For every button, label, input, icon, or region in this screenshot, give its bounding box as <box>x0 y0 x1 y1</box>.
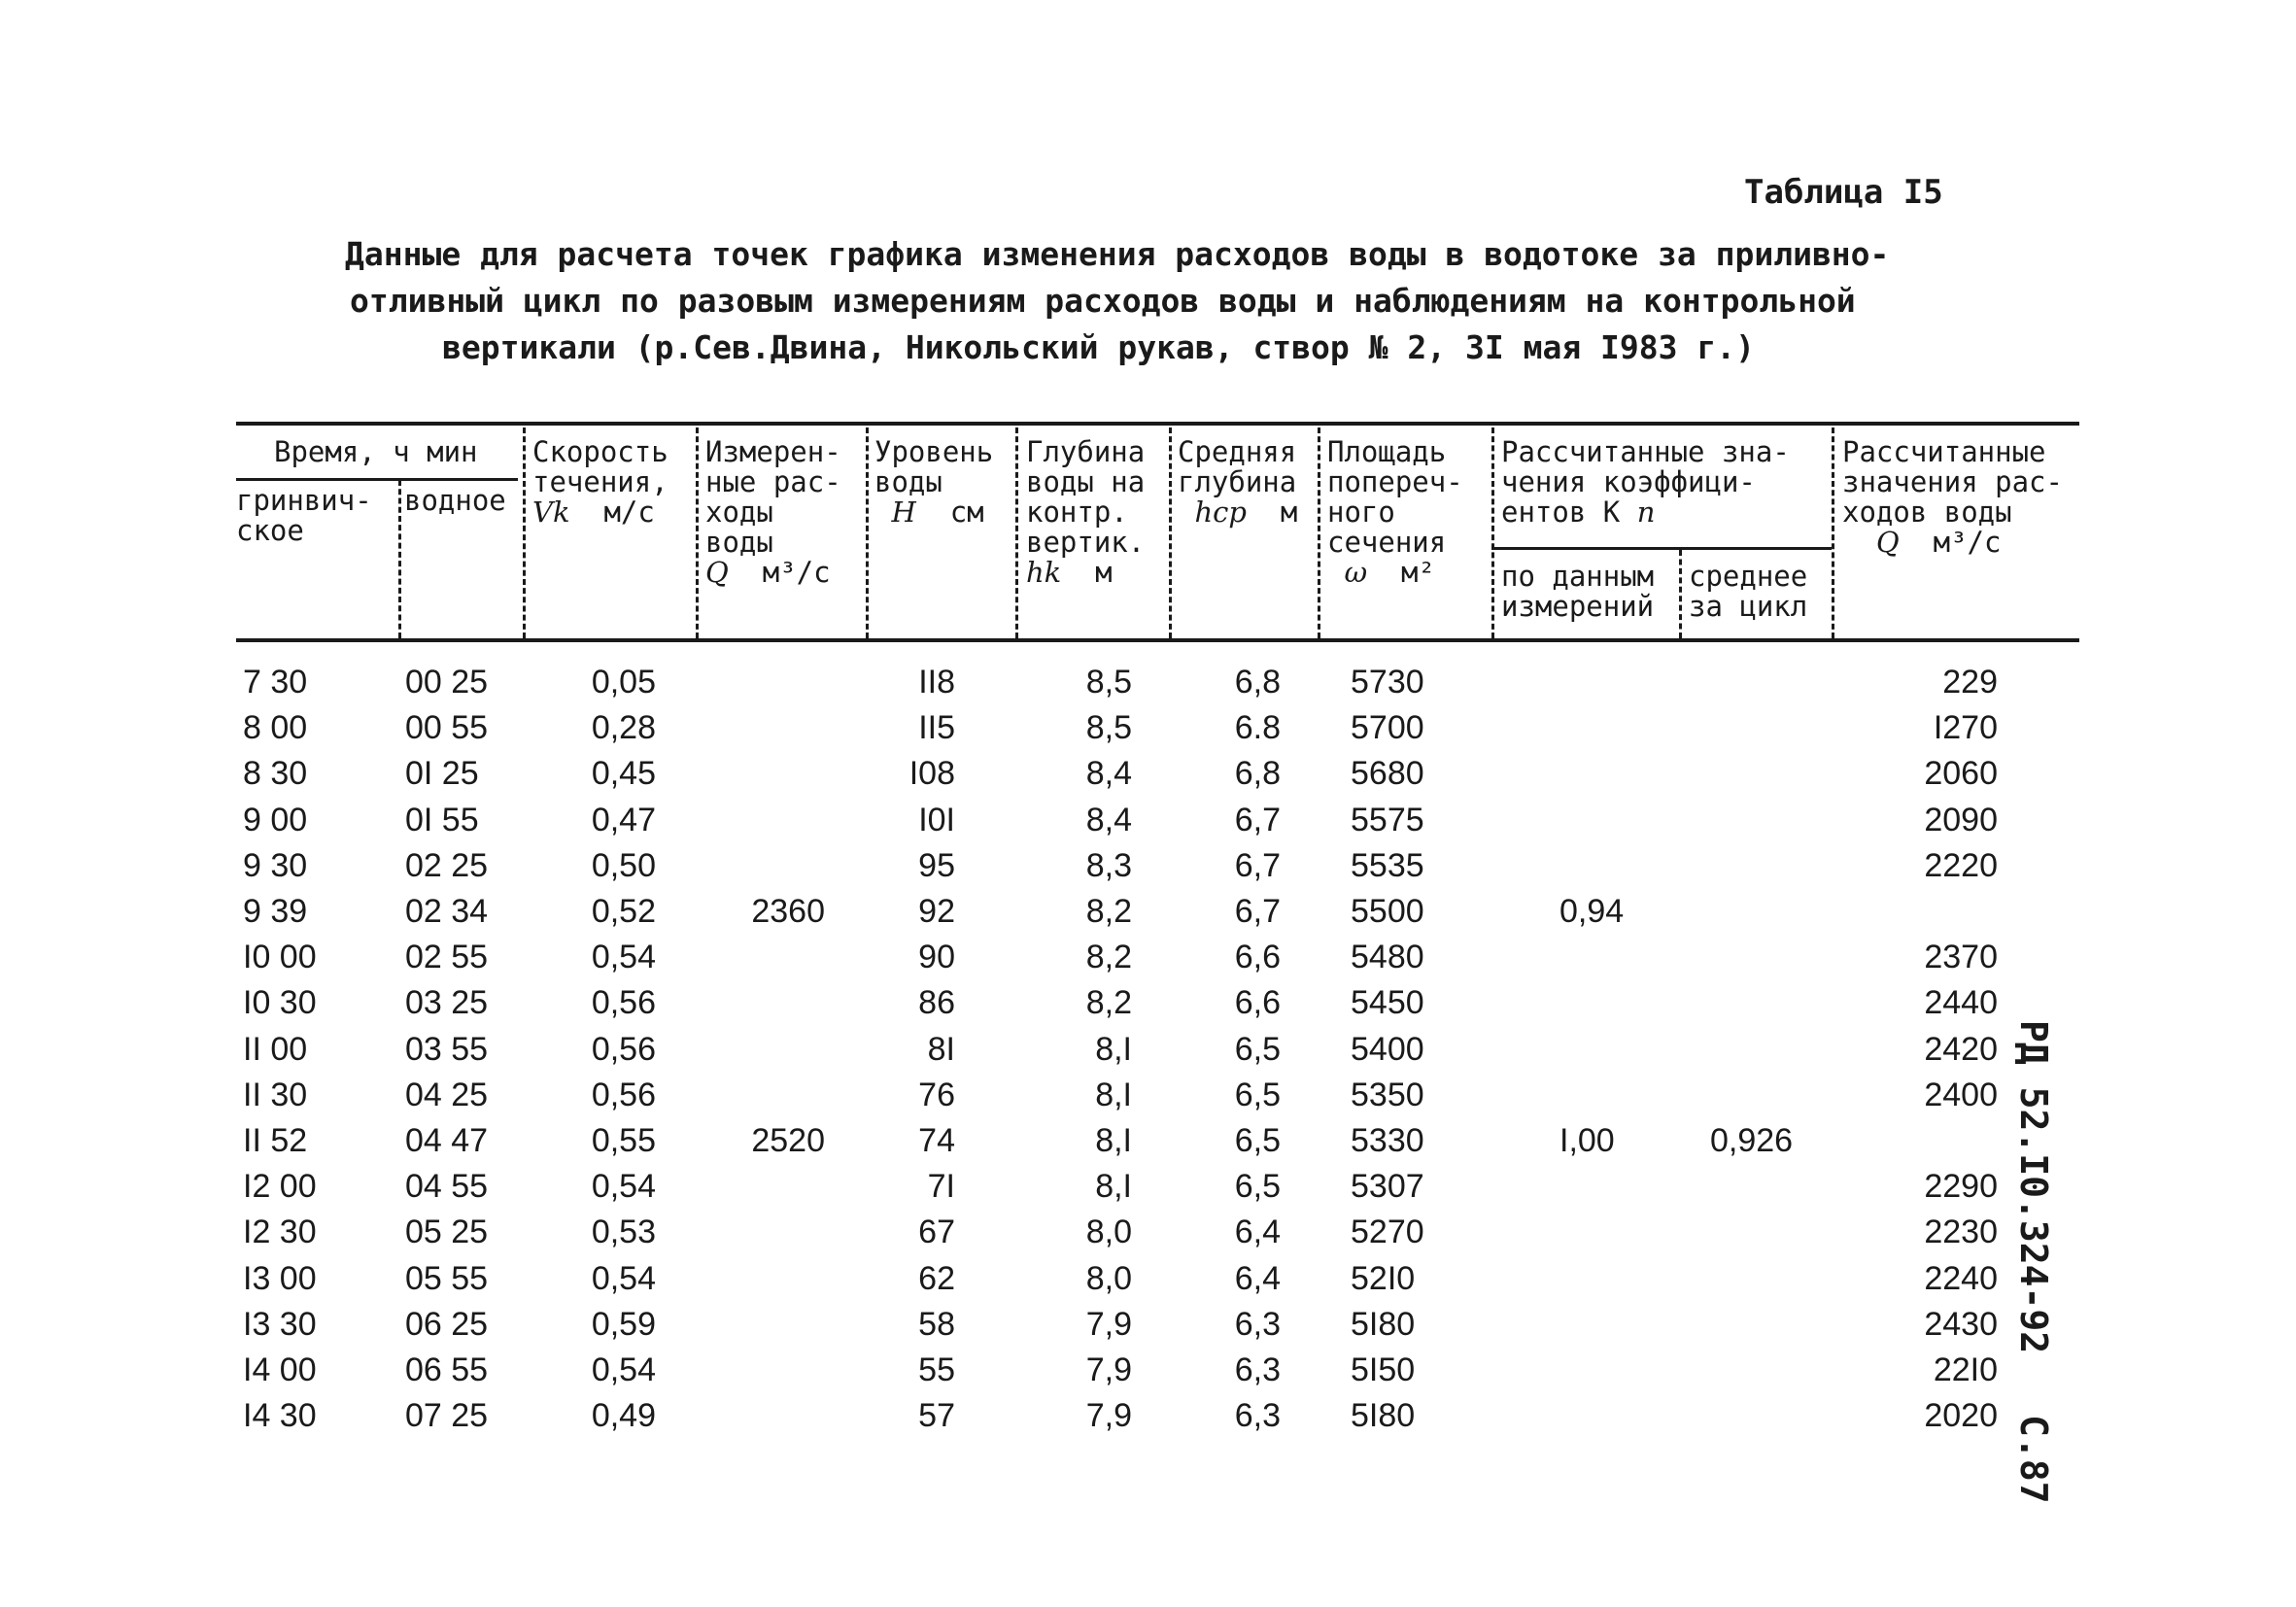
mean-depth-symbol: hср <box>1194 496 1247 529</box>
cell-time-water: 02 25 <box>405 846 489 884</box>
cell-calc-discharge: 2400 <box>1924 1076 1998 1113</box>
header-level <box>874 437 993 528</box>
cell-velocity: 0,54 <box>591 939 656 976</box>
cell-mean-depth: 6,7 <box>1234 893 1281 930</box>
cell-depth: 8,I <box>1095 1122 1132 1159</box>
cell-measured-discharge: 2360 <box>751 893 825 930</box>
header-mean-depth <box>1178 437 1297 528</box>
cell-time-water: 00 25 <box>405 664 489 701</box>
header-measured-unit-line <box>705 558 841 588</box>
cell-level: 7I <box>927 1168 955 1206</box>
cell-level: 95 <box>918 846 955 884</box>
cell-velocity: 0,54 <box>591 1168 656 1206</box>
discharge-symbol: Q <box>1875 526 1900 559</box>
coef-subheader-rule <box>1491 547 1832 550</box>
cell-time-water: 02 34 <box>405 893 489 930</box>
header-area-line: сечения <box>1327 526 1447 559</box>
header-coef-measured-line: измерений <box>1501 590 1655 623</box>
cell-measured-discharge: 2520 <box>751 1122 825 1159</box>
cell-time-water: 03 25 <box>405 984 489 1022</box>
header-area-line: Площадь <box>1327 435 1447 468</box>
cell-coef-mean: 0,926 <box>1710 1122 1794 1159</box>
cell-level: 74 <box>918 1122 955 1159</box>
cell-time-water: 04 47 <box>405 1122 489 1159</box>
col-sep <box>696 427 699 638</box>
header-depth-line: контр. <box>1026 496 1128 529</box>
cell-time-water: 05 55 <box>405 1259 489 1297</box>
document-code: РД 52.I0.324-92 <box>2012 1020 2055 1354</box>
header-coef-line-3 <box>1501 497 1790 528</box>
cell-velocity: 0,54 <box>591 1259 656 1297</box>
cell-mean-depth: 6,3 <box>1234 1351 1281 1388</box>
cell-velocity: 0,52 <box>591 893 656 930</box>
cell-level: 90 <box>918 939 955 976</box>
time-subheader-rule <box>236 478 518 481</box>
header-coef-mean-line: за цикл <box>1689 590 1808 623</box>
coef-symbol: п <box>1636 496 1656 529</box>
header-coef-mean-line: среднее <box>1689 560 1808 593</box>
cell-time-gmt: I3 00 <box>243 1259 317 1297</box>
cell-calc-discharge: 2420 <box>1924 1030 1998 1068</box>
cell-level: 67 <box>918 1214 955 1251</box>
document-code-side <box>2012 1020 2055 1504</box>
header-depth <box>1026 437 1145 588</box>
cell-level: 92 <box>918 893 955 930</box>
cell-mean-depth: 6,3 <box>1234 1397 1281 1435</box>
cell-time-water: 0I 25 <box>405 755 479 793</box>
depth-unit: м <box>1095 556 1113 589</box>
table-caption <box>243 231 1890 371</box>
cell-time-water: 06 25 <box>405 1305 489 1343</box>
cell-mean-depth: 6,3 <box>1234 1305 1281 1343</box>
cell-mean-depth: 6,7 <box>1234 846 1281 884</box>
cell-time-water: 04 25 <box>405 1076 489 1113</box>
cell-calc-discharge: 2060 <box>1924 755 1998 793</box>
cell-mean-depth: 6,5 <box>1234 1030 1281 1068</box>
header-area-line: попереч- <box>1327 465 1463 498</box>
cell-time-gmt: I3 30 <box>243 1305 317 1343</box>
cell-time-gmt: I2 30 <box>243 1214 317 1251</box>
header-time-gmt-line: гринвич- <box>236 484 372 517</box>
cell-velocity: 0,59 <box>591 1305 656 1343</box>
cell-velocity: 0,56 <box>591 1030 656 1068</box>
header-mean-depth-unit-line <box>1178 497 1297 528</box>
cell-depth: 8,0 <box>1085 1214 1132 1251</box>
header-time-gmt <box>236 486 372 546</box>
cell-time-gmt: 9 00 <box>243 801 308 838</box>
cell-time-gmt: 8 30 <box>243 755 308 793</box>
cell-calc-discharge: 2370 <box>1924 939 1998 976</box>
cell-depth: 8,2 <box>1085 893 1132 930</box>
col-sep <box>866 427 869 638</box>
cell-level: 57 <box>918 1397 955 1435</box>
cell-time-water: 00 55 <box>405 709 489 747</box>
cell-velocity: 0,53 <box>591 1214 656 1251</box>
caption-line-3: вертикали (р.Сев.Двина, Никольский рукав, створ № 2, 3I мая I983 г.) <box>442 328 1756 366</box>
cell-time-water: 06 55 <box>405 1351 489 1388</box>
header-coef-group <box>1501 437 1790 528</box>
velocity-unit: м/с <box>603 496 655 529</box>
cell-depth: 7,9 <box>1085 1397 1132 1435</box>
cell-time-gmt: I4 30 <box>243 1397 317 1435</box>
header-velocity <box>532 437 668 528</box>
cell-calc-discharge: 2020 <box>1924 1397 1998 1435</box>
header-level-line: воды <box>874 465 942 498</box>
col-sep <box>1491 427 1494 638</box>
cell-area: 5575 <box>1351 801 1424 838</box>
level-symbol: H <box>891 496 916 529</box>
caption-line-1: Данные для расчета точек графика изменения расходов воды в водотоке за приливно- <box>345 235 1890 273</box>
cell-mean-depth: 6,8 <box>1234 664 1281 701</box>
cell-velocity: 0,50 <box>591 846 656 884</box>
table-header-bottom-rule <box>236 638 2079 642</box>
cell-calc-discharge: 2290 <box>1924 1168 1998 1206</box>
cell-level: I08 <box>908 755 955 793</box>
header-coef-line: Рассчитанные зна- <box>1501 435 1790 468</box>
table-label: Таблица I5 <box>1744 173 1943 212</box>
header-discharge-unit-line <box>1842 528 2063 558</box>
col-sep <box>523 427 526 638</box>
cell-depth: 8,4 <box>1085 801 1132 838</box>
cell-area: 5730 <box>1351 664 1424 701</box>
cell-area: 5500 <box>1351 893 1424 930</box>
cell-time-gmt: 9 39 <box>243 893 308 930</box>
measured-symbol: Q <box>705 556 729 589</box>
page-number: С.87 <box>2012 1415 2055 1504</box>
cell-depth: 8,2 <box>1085 939 1132 976</box>
header-mean-depth-line: глубина <box>1178 465 1297 498</box>
header-velocity-line: течения, <box>532 465 668 498</box>
cell-calc-discharge: 2440 <box>1924 984 1998 1022</box>
col-sep <box>398 480 401 638</box>
header-depth-line: Глубина <box>1026 435 1146 468</box>
header-coef-line: чения коэффици- <box>1501 465 1756 498</box>
header-time-water: водное <box>404 484 506 517</box>
col-sep <box>1015 427 1018 638</box>
cell-mean-depth: 6,4 <box>1234 1259 1281 1297</box>
cell-time-gmt: II 30 <box>243 1076 308 1113</box>
cell-time-water: 05 25 <box>405 1214 489 1251</box>
header-discharge-line: ходов воды <box>1842 496 2012 529</box>
header-discharge-line: Рассчитанные <box>1842 435 2046 468</box>
cell-calc-discharge: 2220 <box>1924 846 1998 884</box>
cell-mean-depth: 6,5 <box>1234 1168 1281 1206</box>
header-area <box>1327 437 1463 588</box>
discharge-unit: м³/с <box>1933 526 2002 559</box>
cell-velocity: 0,49 <box>591 1397 656 1435</box>
cell-velocity: 0,05 <box>591 664 656 701</box>
header-time-gmt-line: ское <box>236 514 304 547</box>
cell-mean-depth: 6,8 <box>1234 755 1281 793</box>
cell-mean-depth: 6,4 <box>1234 1214 1281 1251</box>
cell-velocity: 0,55 <box>591 1122 656 1159</box>
cell-level: 62 <box>918 1259 955 1297</box>
cell-mean-depth: 6,7 <box>1234 801 1281 838</box>
cell-coef-measured: 0,94 <box>1559 893 1625 930</box>
header-depth-line: вертик. <box>1026 526 1146 559</box>
col-sep <box>1679 550 1682 638</box>
header-coef-text: ентов К <box>1501 496 1621 529</box>
header-measured-line: воды <box>705 526 773 559</box>
cell-level: 58 <box>918 1305 955 1343</box>
cell-mean-depth: 6.8 <box>1234 709 1281 747</box>
cell-area: 5I80 <box>1351 1397 1416 1435</box>
depth-symbol: hk <box>1026 556 1062 589</box>
cell-time-gmt: I2 00 <box>243 1168 317 1206</box>
header-measured-line: ходы <box>705 496 773 529</box>
cell-mean-depth: 6,6 <box>1234 984 1281 1022</box>
header-measured <box>705 437 841 588</box>
cell-velocity: 0,56 <box>591 984 656 1022</box>
cell-calc-discharge: 22I0 <box>1933 1351 1998 1388</box>
cell-depth: 8,2 <box>1085 984 1132 1022</box>
header-measured-line: ные рас- <box>705 465 841 498</box>
header-discharge <box>1842 437 2063 558</box>
measured-unit: м³/с <box>762 556 831 589</box>
cell-level: II8 <box>918 664 955 701</box>
cell-mean-depth: 6,6 <box>1234 939 1281 976</box>
cell-depth: 8,5 <box>1085 664 1132 701</box>
cell-area: 5350 <box>1351 1076 1424 1113</box>
cell-area: 5700 <box>1351 709 1424 747</box>
cell-area: 52I0 <box>1351 1259 1416 1297</box>
cell-level: 8I <box>927 1030 955 1068</box>
velocity-symbol: Vk <box>532 496 570 529</box>
cell-area: 5307 <box>1351 1168 1424 1206</box>
cell-area: 5270 <box>1351 1214 1424 1251</box>
cell-time-gmt: I4 00 <box>243 1351 317 1388</box>
cell-depth: 8,I <box>1095 1030 1132 1068</box>
cell-time-gmt: II 52 <box>243 1122 308 1159</box>
cell-depth: 8,5 <box>1085 709 1132 747</box>
header-discharge-line: значения рас- <box>1842 465 2063 498</box>
header-coef-measured <box>1501 562 1654 622</box>
caption-line-2: отливный цикл по разовым измерениям расходов воды и наблюдениям на контрольной <box>350 282 1856 320</box>
header-level-unit-line <box>874 497 993 528</box>
cell-area: 5450 <box>1351 984 1424 1022</box>
cell-level: 55 <box>918 1351 955 1388</box>
header-mean-depth-line: Средняя <box>1178 435 1297 468</box>
table-top-rule <box>236 422 2079 426</box>
cell-time-water: 04 55 <box>405 1168 489 1206</box>
header-time-group: Время, ч мин <box>274 435 478 468</box>
cell-depth: 8,4 <box>1085 755 1132 793</box>
cell-mean-depth: 6,5 <box>1234 1076 1281 1113</box>
cell-velocity: 0,56 <box>591 1076 656 1113</box>
header-coef-measured-line: по данным <box>1501 560 1655 593</box>
cell-depth: 8,0 <box>1085 1259 1132 1297</box>
cell-calc-discharge: 2240 <box>1924 1259 1998 1297</box>
header-depth-line: воды на <box>1026 465 1146 498</box>
mean-depth-unit: м <box>1280 496 1298 529</box>
cell-area: 5480 <box>1351 939 1424 976</box>
cell-depth: 8,3 <box>1085 846 1132 884</box>
cell-velocity: 0,47 <box>591 801 656 838</box>
cell-velocity: 0,28 <box>591 709 656 747</box>
cell-level: II5 <box>918 709 955 747</box>
header-velocity-line: Скорость <box>532 435 668 468</box>
cell-time-water: 02 55 <box>405 939 489 976</box>
cell-calc-discharge: 229 <box>1942 664 1998 701</box>
col-sep <box>1832 427 1834 638</box>
cell-time-water: 0I 55 <box>405 801 479 838</box>
cell-calc-discharge: I270 <box>1933 709 1998 747</box>
cell-depth: 7,9 <box>1085 1305 1132 1343</box>
cell-time-gmt: I0 30 <box>243 984 317 1022</box>
cell-depth: 7,9 <box>1085 1351 1132 1388</box>
cell-velocity: 0,45 <box>591 755 656 793</box>
area-unit: м² <box>1401 556 1435 589</box>
header-measured-line: Измерен- <box>705 435 841 468</box>
cell-coef-measured: I,00 <box>1559 1122 1615 1159</box>
cell-velocity: 0,54 <box>591 1351 656 1388</box>
col-sep <box>1318 427 1320 638</box>
cell-depth: 8,I <box>1095 1168 1132 1206</box>
cell-calc-discharge: 2230 <box>1924 1214 1998 1251</box>
level-unit: см <box>949 496 984 529</box>
header-coef-mean <box>1689 562 1807 622</box>
cell-time-water: 03 55 <box>405 1030 489 1068</box>
cell-time-gmt: II 00 <box>243 1030 308 1068</box>
cell-depth: 8,I <box>1095 1076 1132 1113</box>
cell-time-gmt: 8 00 <box>243 709 308 747</box>
cell-time-gmt: I0 00 <box>243 939 317 976</box>
cell-mean-depth: 6,5 <box>1234 1122 1281 1159</box>
cell-area: 5I80 <box>1351 1305 1416 1343</box>
cell-area: 5680 <box>1351 755 1424 793</box>
cell-time-gmt: 7 30 <box>243 664 308 701</box>
cell-calc-discharge: 2430 <box>1924 1305 1998 1343</box>
header-area-line: ного <box>1327 496 1395 529</box>
cell-calc-discharge: 2090 <box>1924 801 1998 838</box>
header-level-line: Уровень <box>874 435 994 468</box>
cell-time-gmt: 9 30 <box>243 846 308 884</box>
cell-level: 86 <box>918 984 955 1022</box>
cell-time-water: 07 25 <box>405 1397 489 1435</box>
col-sep <box>1169 427 1172 638</box>
cell-level: 76 <box>918 1076 955 1113</box>
header-area-unit-line <box>1327 558 1463 588</box>
area-symbol: ω <box>1344 556 1368 589</box>
cell-area: 5535 <box>1351 846 1424 884</box>
cell-area: 5330 <box>1351 1122 1424 1159</box>
header-velocity-unit-line <box>532 497 668 528</box>
cell-level: I0I <box>918 801 955 838</box>
cell-area: 5I50 <box>1351 1351 1416 1388</box>
header-depth-unit-line <box>1026 558 1145 588</box>
cell-area: 5400 <box>1351 1030 1424 1068</box>
